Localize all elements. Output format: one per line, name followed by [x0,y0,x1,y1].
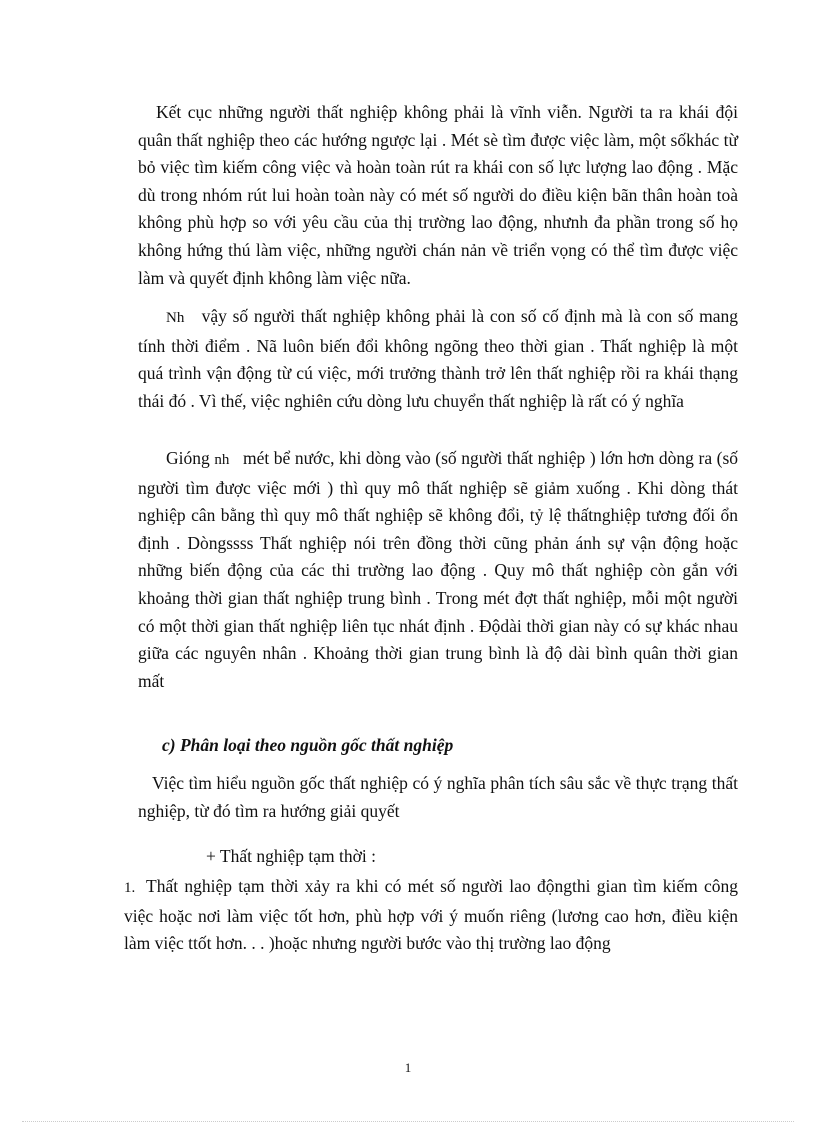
paragraph-3-pre: Gióng [166,448,210,468]
paragraph-4: Việc tìm hiểu nguồn gốc thất nghiệp có ý nghĩa phân tích sâu sắc về thực trạng thất nghiệp, từ đó tìm ra hướng giải quyết [138,773,738,821]
numbered-paragraph-text: Thất nghiệp tạm thời xảy ra khi có mét số người lao độngthi gian tìm kiếm công việc hoặc nơi làm việc tốt hơn, phù hợp với ý muốn riêng (lương cao hơn, điều kiện làm việc ttốt hơn. . . )hoặc nhưng người bước vào thị trường lao động [124,876,738,954]
paragraph-3-text: mét bể nước, khi dòng vào (số người thất nghiệp ) lớn hơn dòng ra (số người tìm được việc mới ) thì quy mô thất nghiệp sẽ giảm xuống . Khi dòng thát nghiệp cân bằng thì quy mô thất nghiệp sẽ không đổi, tỷ lệ thấtnghiệp tương đối ổn định . Dòngssss Thất nghiệp nói trên đồng thời cũng phản ánh sự vận động hoặc những biến động của các thi trường lao động . Quy mô thất nghiệp còn gắn với khoảng thời gian thất nghiệp trung bình . Trong mét đợt thất nghiệp, mỗi một người có một thời gian thất nghiệp liên tục nhát định . Độdài thời gian này có sự khác nhau giữa các nguyên nhân . Khoảng thời gian trung bình là độ dài bình quân thời gian mất [138,448,739,691]
paragraph-3 [138,445,738,695]
page-bottom-divider [22,1121,794,1122]
paragraph-2-lead: Nh [166,310,185,326]
list-number: 1. [124,880,136,896]
page-number: 1 [404,1060,412,1075]
paragraph-1: Kết cục những người thất nghiệp không phải là vĩnh viễn. Người ta ra khái đội quân thất nghiệp theo các hướng ngược lại . Mét sè tìm được việc làm, một sốkhác từ bỏ việc tìm kiếm công việc và hoàn toàn rút ra khái con số lực lượng lao động . Mặc dù trong nhóm rút lui hoàn toàn này có mét số người do điều kiện bãn thân hoàn toà không phù hợp so với yêu cầu của thị trường lao động, nhưnh đa phần trong số họ không hứng thú làm việc, những người chán nản về triển vọng có thể tìm được việc làm và quyết định không làm việc nữa. [138,102,738,288]
paragraph-2 [138,303,738,415]
numbered-paragraph [124,873,738,958]
paragraph-2-text: vậy số người thất nghiệp không phải là con số cố định mà là con số mang tính thời điểm . Nã luôn biến đổi không ngõng theo thời gian . Thất nghiệp là một quá trình vận động từ cú việc, mới trưởng thành trở lên thất nghiệp rồi ra khái thạng thái đó . Vì thế, việc nghiên cứu dòng lưu chuyển thất nghiệp là rất có ý nghĩa [138,306,739,411]
paragraph-3-lead: nh [214,452,230,468]
section-heading: c) Phân loại theo nguồn gốc thất nghiệp [162,735,454,755]
bullet-item: + Thất nghiệp tạm thời : [206,846,376,866]
